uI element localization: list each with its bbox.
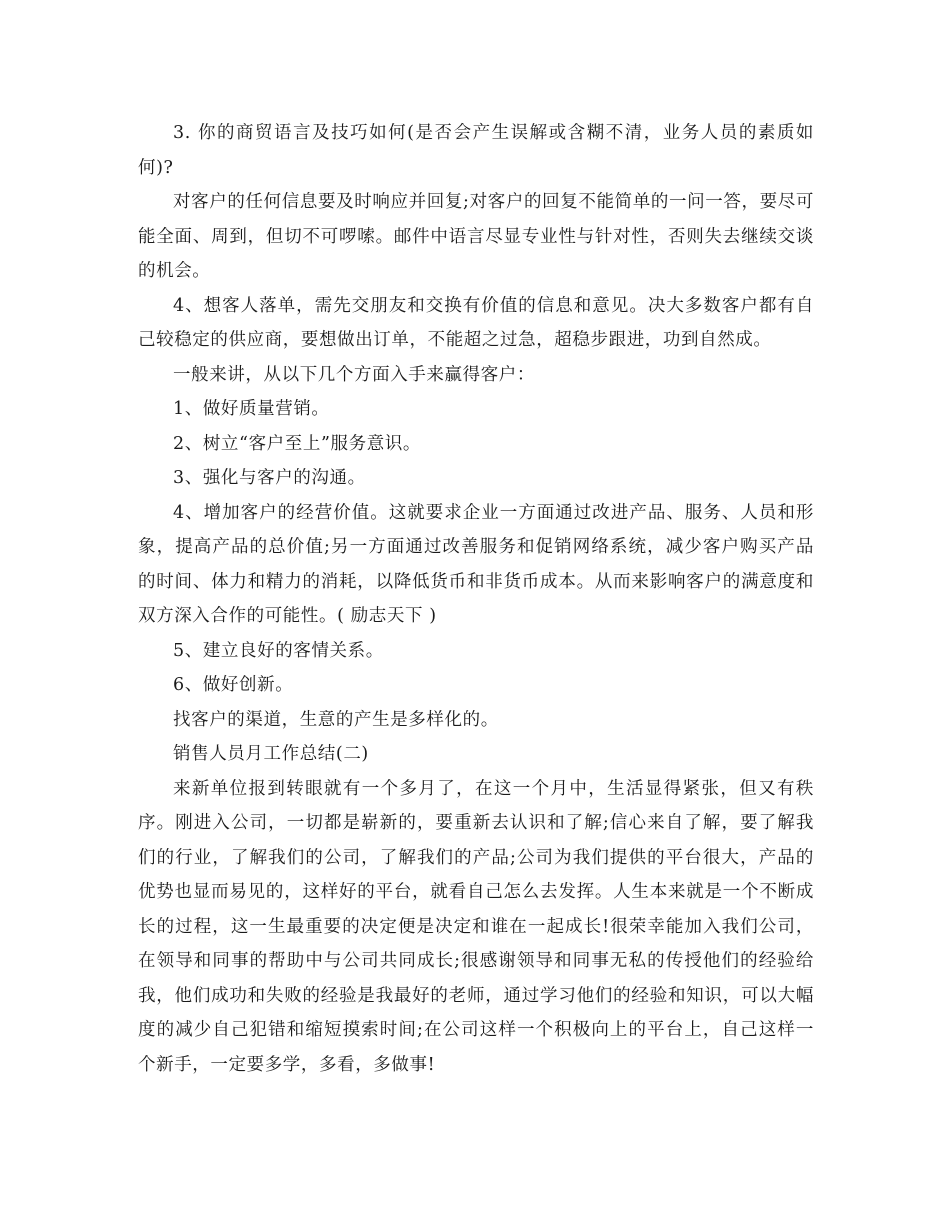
list-item-customer-relations: 5、建立良好的客情关系。 xyxy=(173,640,384,661)
list-item-business-value: 4、增加客户的经营价值。这就要求企业一方面通过改进产品、服务、人员和形象，提高产品的总价值;另一方面通过改善服务和促销网络系统，减少客户购买产品的时间、体力和精力的消耗，以降低货币和非货币成本。从而来影响客户的满意度和双方深入合作的可能性。( 励志天下 ) xyxy=(138,502,814,626)
section-heading: 销售人员月工作总结(二) xyxy=(173,744,369,764)
document-body xyxy=(138,116,814,1082)
list-item-innovation: 6、做好创新。 xyxy=(173,675,294,695)
list-item-customer-first: 2、树立“客户至上”服务意识。 xyxy=(173,433,422,454)
list-item-communication: 3、强化与客户的沟通。 xyxy=(173,468,366,488)
paragraph-win-customers-intro: 一般来讲，从以下几个方面入手来赢得客户： xyxy=(173,364,535,385)
paragraph-point-4-friends: 4、想客人落单，需先交朋友和交换有价值的信息和意见。决大多数客户都有自己较稳定的供应商，要想做出订单，不能超之过急，超稳步跟进，功到自然成。 xyxy=(138,295,814,350)
paragraph-reply-customers: 对客户的任何信息要及时响应并回复;对客户的回复不能简单的一问一答，要尽可能全面、周到，但切不可啰嗦。邮件中语言尽显专业性与针对性，否则失去继续交谈的机会。 xyxy=(138,192,814,281)
paragraph-customer-channels: 找客户的渠道，生意的产生是多样化的。 xyxy=(173,709,499,730)
paragraph-question-3: 3. 你的商贸语言及技巧如何(是否会产生误解或含糊不清，业务人员的素质如何)? xyxy=(138,123,814,178)
list-item-quality-marketing: 1、做好质量营销。 xyxy=(173,399,330,419)
paragraph-month-summary: 来新单位报到转眼就有一个多月了，在这一个月中，生活显得紧张，但又有秩序。刚进入公司，一切都是崭新的，要重新去认识和了解;信心来自了解，要了解我们的行业，了解我们的公司，了解我们的产品;公司为我们提供的平台很大，产品的优势也显而易见的，这样好的平台，就看自己怎么去发挥。人生本来就是一个不断成长的过程，这一生最重要的决定便是决定和谁在一起成长!很荣幸能加入我们公司，在领导和同事的帮助中与公司共同成长;很感谢领导和同事无私的传授他们的经验给我，他们成功和失败的经验是我最好的老师，通过学习他们的经验和知识，可以大幅度的减少自己犯错和缩短摸索时间;在公司这样一个积极向上的平台上，自己这样一个新手，一定要多学，多看，多做事! xyxy=(138,778,814,1075)
